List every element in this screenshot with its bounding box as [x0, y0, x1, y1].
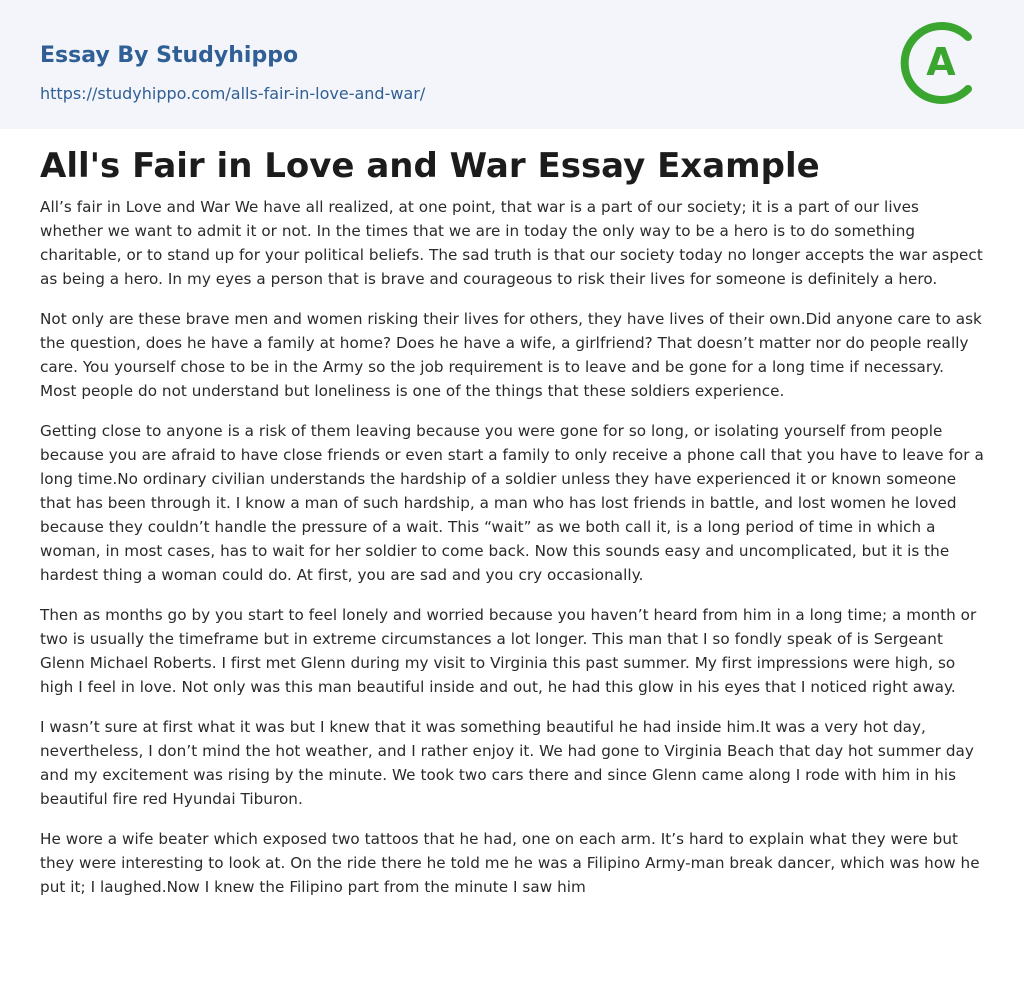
source-url-link[interactable]: https://studyhippo.com/alls-fair-in-love-and-war/ [40, 84, 426, 103]
essay-paragraph: Then as months go by you start to feel lonely and worried because you haven’t heard from him in a long time; a month or two is usually the timeframe but in extreme circumstances a lot longer. This man that I so fondly speak of is Sergeant Glenn Michael Roberts. I first met Glenn during my visit to Virginia this past summer. My first impressions were high, so high I feel in love. Not only was this man beautiful inside and out, he had this glow in his eyes that I noticed right away. [40, 606, 977, 696]
site-header [0, 0, 1024, 129]
essay-paragraph: Getting close to anyone is a risk of them leaving because you were gone for so long, or isolating yourself from people because you are afraid to have close friends or even start a family to only receive a phone call that you have to leave for a long time.No ordinary civilian understands the hardship of a soldier unless they have experienced it or known someone that has been through it. I know a man of such hardship, a man who has lost friends in battle, and lost women he loved because they couldn’t handle the pressure of a wait. This “wait” as we both call it, is a long period of time in which a woman, in most cases, has to wait for her soldier to come back. Now this sounds easy and uncomplicated, but it is the hardest thing a woman could do. At first, you are sad and you cry occasionally. [40, 422, 984, 584]
studyhippo-logo-icon[interactable] [896, 18, 986, 108]
essay-paragraph: I wasn’t sure at first what it was but I knew that it was something beautiful he had inside him.It was a very hot day, nevertheless, I don’t mind the hot weather, and I rather enjoy it. We had gone to Virginia Beach that day hot summer day and my excitement was rising by the minute. We took two cars there and since Glenn came along I rode with him in his beautiful fire red Hyundai Tiburon. [40, 718, 974, 808]
essay-paragraph: Not only are these brave men and women risking their lives for others, they have lives of their own.Did anyone care to ask the question, does he have a family at home? Does he have a wife, a girlfriend? That doesn’t matter nor do people really care. You yourself chose to be in the Army so the job requirement is to leave and be gone for a long time if necessary. Most people do not understand but loneliness is one of the things that these soldiers experience. [40, 310, 982, 400]
essay-paragraph: He wore a wife beater which exposed two tattoos that he had, one on each arm. It’s hard to explain what they were but they were interesting to look at. On the ride there he told me he was a Filipino Army-man break dancer, which was how he put it; I laughed.Now I knew the Filipino part from the minute I saw him [40, 830, 980, 896]
article-body [0, 129, 1024, 899]
logo-letter: A [926, 40, 956, 84]
page-title: All's Fair in Love and War Essay Example [40, 146, 820, 186]
essay-paragraph: All’s fair in Love and War We have all realized, at one point, that war is a part of our society; it is a part of our lives whether we want to admit it or not. In the times that we are in today the only way to be a hero is to do something charitable, or to stand up for your political beliefs. The sad truth is that our society today no longer accepts the war aspect as being a hero. In my eyes a person that is brave and courageous to risk their lives for someone is definitely a hero. [40, 198, 983, 288]
site-name[interactable]: Essay By Studyhippo [40, 43, 299, 68]
